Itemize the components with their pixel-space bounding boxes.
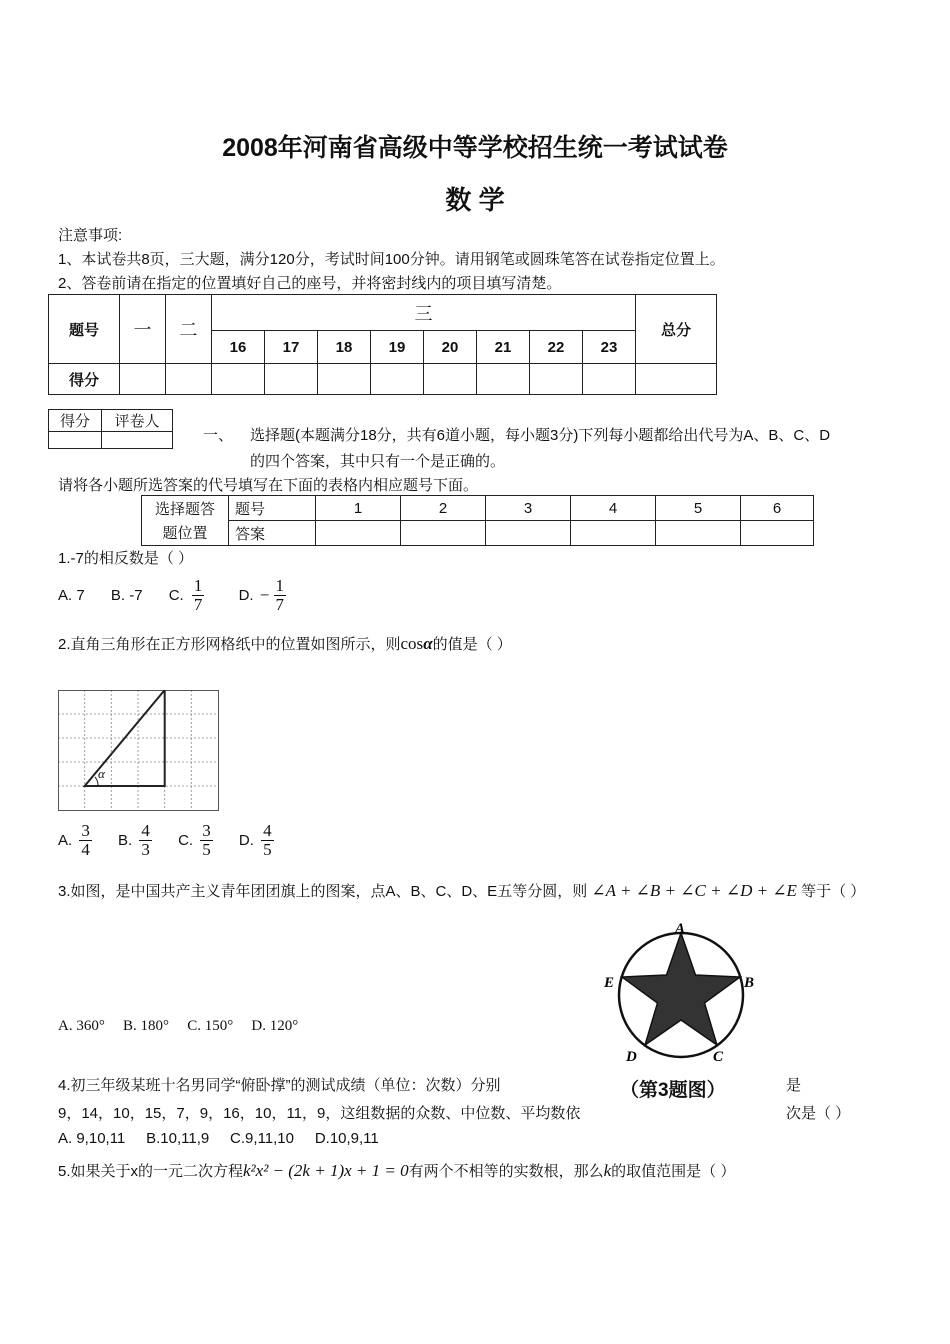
score-cell[interactable]: [212, 364, 265, 395]
score-cell[interactable]: [120, 364, 166, 395]
q1-d-num: 1: [275, 576, 284, 595]
q3-point-c: C: [713, 1049, 724, 1065]
q1-option-b: B. -7: [110, 587, 143, 604]
q3-text: [58, 880, 865, 901]
q2-b-num: 4: [141, 821, 150, 840]
q2-a-frac: [79, 822, 92, 859]
q3-options: [58, 1017, 320, 1035]
section1-line1: 选择题(本题满分18分，共有6道小题，每小题3分)下列每小题都给出代号为A、B、C、D: [250, 427, 831, 444]
section1-line2: 的四个答案，其中只有一个是正确的。: [250, 453, 506, 470]
score-cell[interactable]: [530, 364, 583, 395]
q2-c-den: 5: [202, 840, 211, 859]
score-cell[interactable]: [371, 364, 424, 395]
score-table-num: 19: [371, 331, 424, 364]
exam-title: 2008年河南省高级中等学校招生统一考试试卷: [222, 134, 728, 162]
answer-table-label-a: 选择题答: [142, 496, 229, 521]
q2-d-num: 4: [263, 821, 272, 840]
score-table-num: 16: [212, 331, 265, 364]
score-cell[interactable]: [166, 364, 212, 395]
score-table-num: 21: [477, 331, 530, 364]
q2-cos: cos: [400, 634, 424, 653]
q5-text: [58, 1160, 735, 1181]
score-table-er: 二: [166, 295, 212, 364]
q2-figure-alpha: α: [98, 766, 105, 781]
answer-table-num: 3: [486, 496, 571, 521]
q2-c-frac: [200, 822, 213, 859]
q5-equation: k²x² − (2k + 1)x + 1 = 0: [243, 1161, 409, 1180]
score-table-defen: 得分: [49, 364, 120, 395]
q1-text: 1.-7的相反数是（ ）: [58, 550, 194, 567]
q3-expr: ∠A + ∠B + ∠C + ∠D + ∠E: [591, 881, 797, 900]
score-table-total: 总分: [636, 295, 717, 364]
q2-c-num: 3: [202, 821, 211, 840]
q1-c-den: 7: [193, 595, 203, 614]
score-cell[interactable]: [636, 364, 717, 395]
q2-b-frac: [139, 822, 152, 859]
answer-table-tihao: 题号: [229, 496, 316, 521]
q4-line1-end: 是: [786, 1077, 802, 1094]
q4-options: A. 9,10,11 B.10,11,9 C.9,11,10 D.10,9,11: [58, 1130, 379, 1147]
score-table-num: 23: [583, 331, 636, 364]
q3-option-a: A. 360°: [58, 1017, 105, 1034]
q1-option-c-frac: [192, 577, 205, 614]
answer-cell[interactable]: [571, 521, 656, 546]
grader-box-score: 得分: [49, 410, 102, 432]
answer-table-num: 4: [571, 496, 656, 521]
notes-heading: 注意事项:: [58, 227, 123, 244]
score-table-num: 22: [530, 331, 583, 364]
q3-option-d: D. 120°: [251, 1017, 299, 1034]
answer-table-label-b: 题位置: [142, 521, 229, 546]
score-table-san: 三: [212, 295, 636, 331]
q4-line1: 4.初三年级某班十名男同学“俯卧撑”的测试成绩（单位：次数）分别: [58, 1077, 501, 1094]
answer-table-daan: 答案: [229, 521, 316, 546]
answer-table-num: 6: [741, 496, 814, 521]
q5-k: k: [603, 1161, 612, 1180]
q2-option-a: A.: [58, 832, 73, 849]
q2-d-den: 5: [263, 840, 272, 859]
score-cell[interactable]: [424, 364, 477, 395]
answer-cell[interactable]: [486, 521, 571, 546]
answer-table-num: 1: [316, 496, 401, 521]
grader-box-grader: 评卷人: [102, 410, 173, 432]
answer-cell[interactable]: [741, 521, 814, 546]
q4-line2-end: 次是（ ）: [786, 1105, 851, 1122]
q3-fig-caption: （第3题图）: [620, 1080, 726, 1101]
q3-text-b: 等于（ ）: [801, 883, 866, 900]
q2-option-c: C.: [178, 832, 194, 849]
q5-text-b: 有两个不相等的实数根，那么: [408, 1163, 604, 1180]
q3-point-a: A: [675, 921, 686, 937]
answer-cell[interactable]: [401, 521, 486, 546]
answer-cell[interactable]: [656, 521, 741, 546]
section1-number: 一、: [203, 427, 234, 444]
score-table-num: 17: [265, 331, 318, 364]
answer-table: [141, 495, 814, 546]
q2-options: [58, 822, 274, 859]
notes-item-2: 2、答卷前请在指定的位置填好自己的座号，并将密封线内的项目填写清楚。: [58, 275, 562, 292]
grader-box-score-cell[interactable]: [49, 432, 102, 449]
q3-point-e: E: [604, 975, 615, 991]
answer-table-num: 5: [656, 496, 741, 521]
notes-item-1: 1、本试卷共8页，三大题，满分120分，考试时间100分钟。请用钢笔或圆珠笔答在试卷指定位置上。: [58, 251, 725, 268]
score-table-num: 18: [318, 331, 371, 364]
q2-text: [58, 633, 512, 654]
q2-d-frac: [261, 822, 274, 859]
q2-option-b: B.: [118, 832, 133, 849]
score-table-tihao: 题号: [49, 295, 120, 364]
grader-box: [48, 409, 173, 449]
grader-box-grader-cell[interactable]: [102, 432, 173, 449]
q2-text-a: 2.直角三角形在正方形网格纸中的位置如图所示，则: [58, 636, 401, 653]
q3-point-b: B: [744, 975, 755, 991]
answer-cell[interactable]: [316, 521, 401, 546]
section1-instruction: 请将各小题所选答案的代号填写在下面的表格内相应题号下面。: [58, 477, 479, 494]
q4-line2: 9，14，10，15，7，9，16，10，11，9，这组数据的众数、中位数、平均数依: [58, 1105, 581, 1122]
q1-option-d-frac: [274, 577, 287, 614]
q1-option-c: C.: [168, 587, 184, 604]
q2-grid-figure: [58, 690, 219, 811]
score-cell[interactable]: [265, 364, 318, 395]
q1-options: [58, 577, 286, 614]
subject-title: 数 学: [445, 185, 505, 215]
q3-point-d: D: [626, 1049, 637, 1065]
q2-text-b: 的值是（ ）: [432, 636, 512, 653]
q3-option-c: C. 150°: [187, 1017, 234, 1034]
answer-table-num: 2: [401, 496, 486, 521]
score-cell[interactable]: [477, 364, 530, 395]
q2-a-den: 4: [81, 840, 90, 859]
q1-d-den: 7: [275, 595, 284, 614]
q3-star-figure: [596, 915, 766, 1065]
q3-option-b: B. 180°: [123, 1017, 170, 1034]
q1-d-sign: −: [259, 585, 270, 605]
q2-option-d: D.: [238, 832, 254, 849]
q1-option-a: A. 7: [58, 587, 85, 604]
score-cell[interactable]: [318, 364, 371, 395]
score-table-num: 20: [424, 331, 477, 364]
q1-option-d: D.: [238, 587, 254, 604]
q3-text-a: 3.如图，是中国共产主义青年团团旗上的图案，点A、B、C、D、E五等分圆，则: [58, 883, 588, 900]
score-cell[interactable]: [583, 364, 636, 395]
q1-c-num: 1: [193, 576, 203, 595]
score-table: [48, 294, 717, 395]
q2-b-den: 3: [141, 840, 150, 859]
score-table-yi: 一: [120, 295, 166, 364]
q2-a-num: 3: [81, 821, 90, 840]
q2-alpha: α: [423, 634, 433, 653]
q5-text-c: 的取值范围是（ ）: [611, 1163, 736, 1180]
q5-text-a: 5.如果关于x的一元二次方程: [58, 1163, 244, 1180]
